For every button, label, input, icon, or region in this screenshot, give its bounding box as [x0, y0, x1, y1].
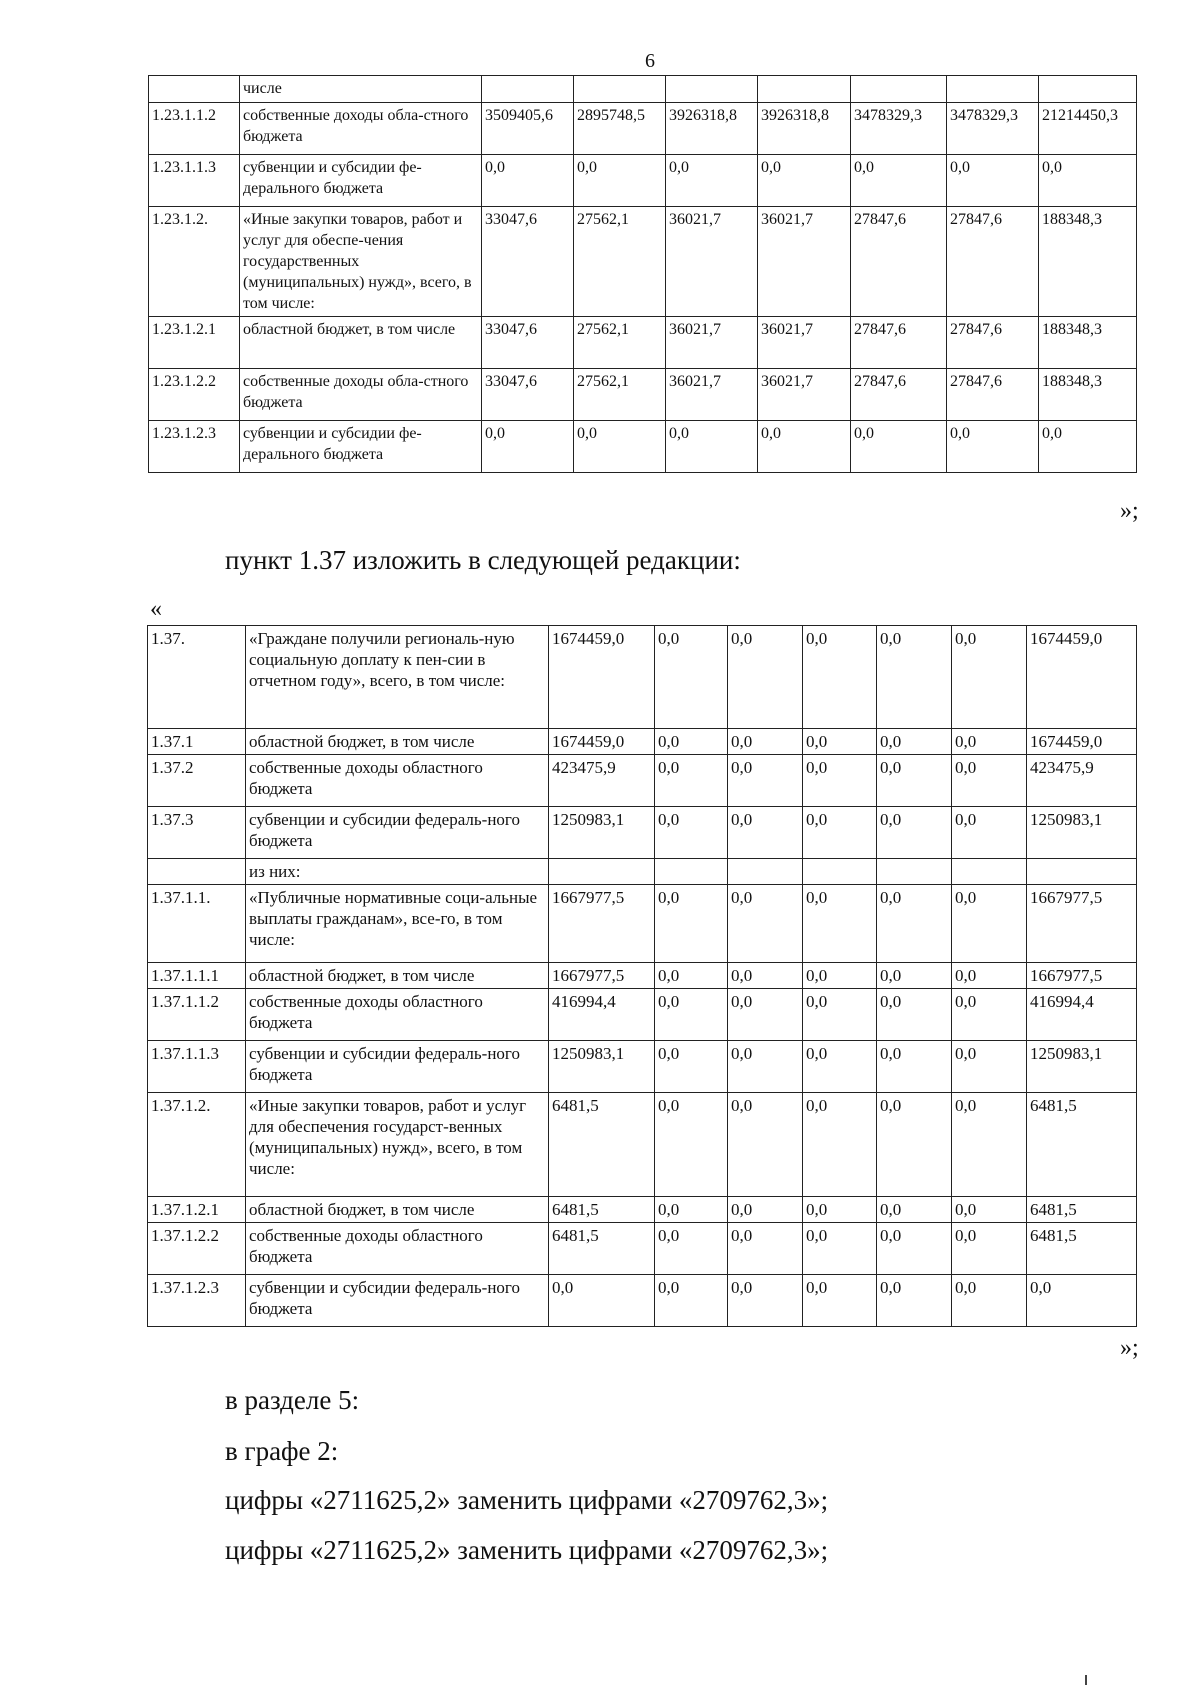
table-row	[148, 755, 1137, 807]
value-cell: 0,0	[851, 155, 947, 207]
row-number-cell: 1.37.1.1.2	[148, 989, 246, 1041]
value-cell: 6481,5	[1027, 1093, 1137, 1197]
value-cell: 188348,3	[1039, 369, 1137, 421]
value-cell: 3509405,6	[482, 103, 574, 155]
value-cell: 0,0	[877, 1223, 952, 1275]
value-cell: 0,0	[952, 1041, 1027, 1093]
value-cell: 0,0	[574, 421, 666, 473]
value-cell: 423475,9	[549, 755, 655, 807]
closing-quote-1: »;	[1120, 498, 1139, 524]
value-cell: 0,0	[877, 1197, 952, 1223]
value-cell: 0,0	[655, 885, 728, 963]
replace-figures-line-2: цифры «2711625,2» заменить цифрами «2709762,3»;	[225, 1535, 829, 1565]
value-cell	[952, 859, 1027, 885]
value-cell: 0,0	[728, 729, 803, 755]
value-cell: 423475,9	[1027, 755, 1137, 807]
value-cell: 0,0	[655, 807, 728, 859]
value-cell: 0,0	[655, 626, 728, 729]
value-cell: 3926318,8	[666, 103, 758, 155]
value-cell	[1027, 859, 1137, 885]
value-cell: 0,0	[655, 1197, 728, 1223]
value-cell	[655, 859, 728, 885]
value-cell: 0,0	[655, 1041, 728, 1093]
table-row	[148, 1197, 1137, 1223]
row-description-cell: субвенции и субсидии фе-дерального бюджета	[240, 421, 482, 473]
value-cell: 0,0	[803, 1223, 877, 1275]
value-cell: 0,0	[952, 989, 1027, 1041]
value-cell: 0,0	[877, 963, 952, 989]
table-row	[148, 859, 1137, 885]
value-cell: 0,0	[728, 1093, 803, 1197]
table-row	[149, 369, 1137, 421]
scan-mark	[1085, 1675, 1087, 1685]
value-cell: 0,0	[952, 885, 1027, 963]
value-cell: 3478329,3	[947, 103, 1039, 155]
value-cell: 0,0	[877, 989, 952, 1041]
value-cell: 188348,3	[1039, 207, 1137, 317]
value-cell: 0,0	[803, 885, 877, 963]
value-cell: 0,0	[666, 421, 758, 473]
table-row	[148, 1093, 1137, 1197]
value-cell: 1674459,0	[549, 729, 655, 755]
table-row	[148, 729, 1137, 755]
value-cell: 0,0	[728, 1041, 803, 1093]
row-number-cell: 1.23.1.1.3	[149, 155, 240, 207]
value-cell: 0,0	[728, 963, 803, 989]
table-row	[149, 421, 1137, 473]
row-number-cell: 1.37.1.1.1	[148, 963, 246, 989]
value-cell: 1667977,5	[549, 963, 655, 989]
value-cell: 27847,6	[947, 369, 1039, 421]
value-cell: 0,0	[952, 755, 1027, 807]
value-cell: 27562,1	[574, 207, 666, 317]
table-row	[148, 885, 1137, 963]
row-description-cell: числе	[240, 76, 482, 103]
value-cell: 0,0	[728, 755, 803, 807]
row-number-cell: 1.37.1.1.3	[148, 1041, 246, 1093]
value-cell	[549, 859, 655, 885]
row-description-cell: собственные доходы областного бюджета	[246, 1223, 549, 1275]
table-row	[149, 317, 1137, 369]
value-cell: 0,0	[803, 626, 877, 729]
table-row	[149, 76, 1137, 103]
value-cell: 1674459,0	[549, 626, 655, 729]
value-cell: 0,0	[655, 1093, 728, 1197]
row-description-cell: собственные доходы обла-стного бюджета	[240, 103, 482, 155]
row-number-cell: 1.23.1.1.2	[149, 103, 240, 155]
value-cell: 6481,5	[549, 1093, 655, 1197]
value-cell: 0,0	[803, 1197, 877, 1223]
value-cell: 1250983,1	[1027, 1041, 1137, 1093]
budget-table-1-37	[147, 625, 1137, 1327]
value-cell: 0,0	[877, 755, 952, 807]
value-cell: 0,0	[666, 155, 758, 207]
value-cell: 36021,7	[758, 369, 851, 421]
value-cell: 0,0	[803, 963, 877, 989]
value-cell: 0,0	[803, 1275, 877, 1327]
table-row	[148, 807, 1137, 859]
value-cell: 1674459,0	[1027, 729, 1137, 755]
row-number-cell: 1.37.1.2.2	[148, 1223, 246, 1275]
value-cell: 27562,1	[574, 369, 666, 421]
value-cell: 0,0	[728, 626, 803, 729]
value-cell: 0,0	[1039, 155, 1137, 207]
row-number-cell	[148, 859, 246, 885]
value-cell: 0,0	[877, 807, 952, 859]
value-cell: 0,0	[728, 885, 803, 963]
table-row	[148, 963, 1137, 989]
value-cell: 36021,7	[758, 207, 851, 317]
value-cell: 0,0	[877, 626, 952, 729]
value-cell	[1039, 76, 1137, 103]
value-cell	[947, 76, 1039, 103]
value-cell: 0,0	[803, 989, 877, 1041]
value-cell: 3926318,8	[758, 103, 851, 155]
value-cell: 0,0	[952, 729, 1027, 755]
value-cell: 1667977,5	[1027, 885, 1137, 963]
value-cell: 36021,7	[758, 317, 851, 369]
value-cell: 0,0	[952, 1093, 1027, 1197]
table-row	[149, 103, 1137, 155]
value-cell: 3478329,3	[851, 103, 947, 155]
value-cell: 0,0	[952, 963, 1027, 989]
value-cell: 1250983,1	[549, 1041, 655, 1093]
row-description-cell: субвенции и субсидии федераль-ного бюджета	[246, 807, 549, 859]
value-cell	[803, 859, 877, 885]
value-cell: 2895748,5	[574, 103, 666, 155]
value-cell: 0,0	[877, 1041, 952, 1093]
value-cell: 0,0	[728, 989, 803, 1041]
row-number-cell: 1.37.	[148, 626, 246, 729]
closing-quote-2: »;	[1120, 1335, 1139, 1361]
value-cell: 0,0	[877, 885, 952, 963]
value-cell: 0,0	[655, 1223, 728, 1275]
value-cell: 21214450,3	[1039, 103, 1137, 155]
value-cell: 0,0	[952, 626, 1027, 729]
value-cell: 416994,4	[1027, 989, 1137, 1041]
value-cell: 0,0	[803, 807, 877, 859]
budget-table-1-23	[148, 75, 1137, 473]
value-cell: 27847,6	[851, 369, 947, 421]
value-cell: 0,0	[803, 1041, 877, 1093]
value-cell: 0,0	[655, 989, 728, 1041]
table-row	[149, 207, 1137, 317]
column2-line: в графе 2:	[225, 1436, 339, 1466]
row-description-cell: из них:	[246, 859, 549, 885]
row-number-cell: 1.37.1.1.	[148, 885, 246, 963]
row-number-cell: 1.37.2	[148, 755, 246, 807]
value-cell: 0,0	[728, 807, 803, 859]
row-number-cell: 1.37.1.2.3	[148, 1275, 246, 1327]
value-cell: 6481,5	[549, 1197, 655, 1223]
value-cell: 27847,6	[851, 317, 947, 369]
value-cell: 33047,6	[482, 317, 574, 369]
row-description-cell: «Иные закупки товаров, работ и услуг для обеспе-чения государственных (муниципальных) нужд», всего, в том числе:	[240, 207, 482, 317]
row-number-cell: 1.37.1	[148, 729, 246, 755]
value-cell: 188348,3	[1039, 317, 1137, 369]
row-description-cell: областной бюджет, в том числе	[246, 963, 549, 989]
value-cell: 0,0	[758, 155, 851, 207]
value-cell: 0,0	[1027, 1275, 1137, 1327]
row-number-cell: 1.23.1.2.1	[149, 317, 240, 369]
value-cell: 0,0	[803, 729, 877, 755]
replace-figures-line-1: цифры «2711625,2» заменить цифрами «2709762,3»;	[225, 1485, 829, 1515]
value-cell: 416994,4	[549, 989, 655, 1041]
heading-item-1-37: пункт 1.37 изложить в следующей редакции:	[225, 545, 741, 575]
value-cell: 0,0	[655, 729, 728, 755]
row-number-cell: 1.23.1.2.2	[149, 369, 240, 421]
row-number-cell: 1.37.3	[148, 807, 246, 859]
row-description-cell: собственные доходы обла-стного бюджета	[240, 369, 482, 421]
value-cell	[574, 76, 666, 103]
value-cell	[851, 76, 947, 103]
value-cell: 6481,5	[1027, 1197, 1137, 1223]
page-number: 6	[645, 50, 655, 72]
row-description-cell: «Граждане получили региональ-ную социальную доплату к пен-сии в отчетном году», всего, в том числе:	[246, 626, 549, 729]
row-description-cell: субвенции и субсидии федераль-ного бюджета	[246, 1275, 549, 1327]
value-cell: 0,0	[877, 1275, 952, 1327]
row-number-cell	[149, 76, 240, 103]
value-cell	[482, 76, 574, 103]
value-cell: 1667977,5	[549, 885, 655, 963]
row-number-cell: 1.37.1.2.1	[148, 1197, 246, 1223]
value-cell: 0,0	[1039, 421, 1137, 473]
value-cell	[728, 859, 803, 885]
value-cell: 0,0	[482, 421, 574, 473]
value-cell: 1250983,1	[1027, 807, 1137, 859]
section5-line: в разделе 5:	[225, 1385, 360, 1415]
value-cell: 0,0	[655, 755, 728, 807]
row-description-cell: собственные доходы областного бюджета	[246, 755, 549, 807]
value-cell: 27847,6	[851, 207, 947, 317]
value-cell: 6481,5	[1027, 1223, 1137, 1275]
value-cell: 33047,6	[482, 207, 574, 317]
table-row	[148, 1275, 1137, 1327]
value-cell: 0,0	[728, 1223, 803, 1275]
row-description-cell: «Публичные нормативные соци-альные выплаты гражданам», все-го, в том числе:	[246, 885, 549, 963]
row-number-cell: 1.23.1.2.3	[149, 421, 240, 473]
value-cell: 36021,7	[666, 207, 758, 317]
value-cell: 0,0	[549, 1275, 655, 1327]
row-description-cell: областной бюджет, в том числе	[240, 317, 482, 369]
value-cell: 0,0	[877, 1093, 952, 1197]
value-cell: 36021,7	[666, 369, 758, 421]
value-cell: 27562,1	[574, 317, 666, 369]
row-number-cell: 1.37.1.2.	[148, 1093, 246, 1197]
value-cell: 0,0	[952, 1275, 1027, 1327]
value-cell: 27847,6	[947, 317, 1039, 369]
value-cell: 36021,7	[666, 317, 758, 369]
value-cell: 33047,6	[482, 369, 574, 421]
value-cell: 0,0	[655, 1275, 728, 1327]
value-cell: 0,0	[947, 155, 1039, 207]
value-cell: 0,0	[952, 1197, 1027, 1223]
value-cell: 0,0	[758, 421, 851, 473]
row-description-cell: субвенции и субсидии федераль-ного бюджета	[246, 1041, 549, 1093]
row-description-cell: областной бюджет, в том числе	[246, 729, 549, 755]
table-row	[148, 626, 1137, 729]
table-row	[148, 1223, 1137, 1275]
row-description-cell: собственные доходы областного бюджета	[246, 989, 549, 1041]
value-cell	[666, 76, 758, 103]
value-cell: 0,0	[728, 1275, 803, 1327]
value-cell: 0,0	[851, 421, 947, 473]
value-cell: 6481,5	[549, 1223, 655, 1275]
value-cell: 1250983,1	[549, 807, 655, 859]
value-cell	[877, 859, 952, 885]
row-description-cell: областной бюджет, в том числе	[246, 1197, 549, 1223]
value-cell: 0,0	[803, 1093, 877, 1197]
value-cell: 0,0	[947, 421, 1039, 473]
table-row	[148, 989, 1137, 1041]
value-cell: 0,0	[574, 155, 666, 207]
row-description-cell: «Иные закупки товаров, работ и услуг для обеспечения государст-венных (муниципальных) нужд», всего, в том числе:	[246, 1093, 549, 1197]
value-cell	[758, 76, 851, 103]
value-cell: 0,0	[728, 1197, 803, 1223]
row-number-cell: 1.23.1.2.	[149, 207, 240, 317]
row-description-cell: субвенции и субсидии фе-дерального бюджета	[240, 155, 482, 207]
table-row	[148, 1041, 1137, 1093]
opening-quote: «	[150, 596, 162, 622]
value-cell: 0,0	[877, 729, 952, 755]
value-cell: 0,0	[803, 755, 877, 807]
value-cell: 0,0	[482, 155, 574, 207]
value-cell: 27847,6	[947, 207, 1039, 317]
value-cell: 1667977,5	[1027, 963, 1137, 989]
value-cell: 0,0	[655, 963, 728, 989]
value-cell: 0,0	[952, 807, 1027, 859]
value-cell: 1674459,0	[1027, 626, 1137, 729]
value-cell: 0,0	[952, 1223, 1027, 1275]
table-row	[149, 155, 1137, 207]
